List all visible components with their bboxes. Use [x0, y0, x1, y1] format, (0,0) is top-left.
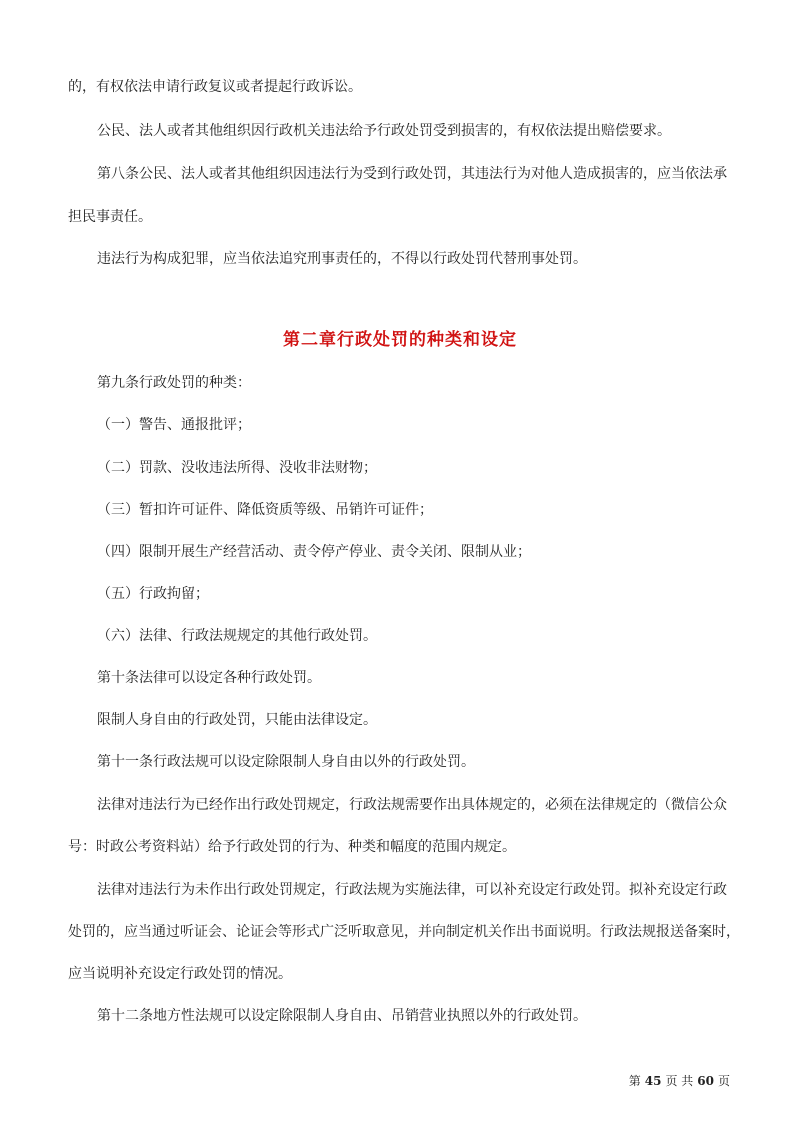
list-item: （五）行政拘留；	[97, 586, 209, 602]
list-item: （三）暂扣许可证件、降低资质等级、吊销许可证件；	[97, 502, 433, 518]
paragraph-line: 第九条行政处罚的种类：	[97, 375, 251, 391]
paragraph-line: 第八条公民、法人或者其他组织因违法行为受到行政处罚，其违法行为对他人造成损害的，应当依法承	[97, 166, 727, 182]
footer-prefix: 第	[628, 1074, 641, 1088]
list-item: （一）警告、通报批评；	[97, 417, 251, 433]
chapter-heading: 第二章行政处罚的种类和设定	[283, 330, 517, 350]
paragraph-line: 第十二条地方性法规可以设定除限制人身自由、吊销营业执照以外的行政处罚。	[97, 1008, 587, 1024]
paragraph-line: 应当说明补充设定行政处罚的情况。	[68, 966, 292, 982]
page-footer	[629, 1073, 730, 1089]
paragraph-line: 公民、法人或者其他组织因行政机关违法给予行政处罚受到损害的，有权依法提出赔偿要求。	[97, 123, 671, 139]
footer-middle: 页 共	[665, 1074, 694, 1088]
paragraph-line: 法律对违法行为已经作出行政处罚规定，行政法规需要作出具体规定的，必须在法律规定的（微信公众	[97, 797, 727, 813]
paragraph-line: 的，有权依法申请行政复议或者提起行政诉讼。	[68, 79, 362, 95]
list-item: （六）法律、行政法规规定的其他行政处罚。	[97, 628, 377, 644]
list-item: （四）限制开展生产经营活动、责令停产停业、责令关闭、限制从业；	[97, 544, 531, 560]
paragraph-line: 担民事责任。	[68, 209, 152, 225]
paragraph-line: 法律对违法行为未作出行政处罚规定，行政法规为实施法律，可以补充设定行政处罚。拟补充设定行政	[97, 882, 727, 898]
paragraph-line: 第十一条行政法规可以设定除限制人身自由以外的行政处罚。	[97, 754, 475, 770]
paragraph-line: 处罚的，应当通过听证会、论证会等形式广泛听取意见，并向制定机关作出书面说明。行政法规报送备案时，	[68, 924, 740, 940]
paragraph-line: 违法行为构成犯罪，应当依法追究刑事责任的，不得以行政处罚代替刑事处罚。	[97, 251, 587, 267]
current-page-number: 45	[644, 1074, 662, 1088]
list-item: （二）罚款、没收违法所得、没收非法财物；	[97, 460, 377, 476]
footer-suffix: 页	[717, 1074, 730, 1088]
paragraph-line: 限制人身自由的行政处罚，只能由法律设定。	[97, 712, 377, 728]
paragraph-line: 号：时政公考资料站）给予行政处罚的行为、种类和幅度的范围内规定。	[68, 839, 516, 855]
paragraph-line: 第十条法律可以设定各种行政处罚。	[97, 670, 321, 686]
total-pages-number: 60	[697, 1074, 714, 1088]
